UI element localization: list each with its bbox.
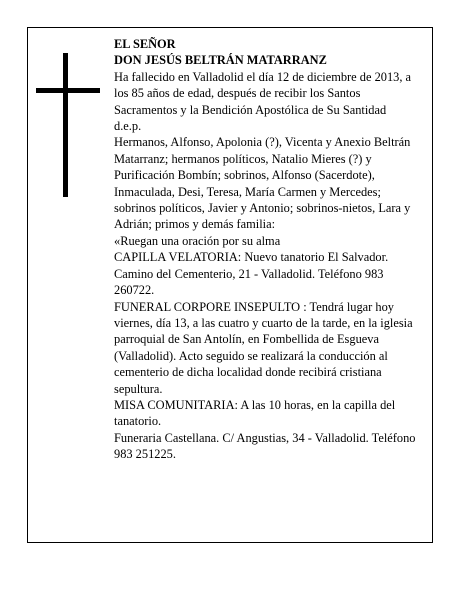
funeral-information: FUNERAL CORPORE INSEPULTO : Tendrá lugar hoy viernes, día 13, a las cuatro y cuarto de la tarde, en la iglesia parroquial de San Antolín, en Fombellida de Esgueva (Valladolid). Acto seguido se realizará la conducción al cementerio de dicha localidad donde recibirá cristiana sepultura. (114, 299, 413, 396)
mass-information: MISA COMUNITARIA: A las 10 horas, en la capilla del tanatorio. (114, 397, 396, 429)
death-announcement: Ha fallecido en Valladolid el día 12 de diciembre de 2013, a los 85 años de edad, después de recibir los Santos Sacramentos y la Bendición Apostólica de Su Santidad (114, 69, 412, 117)
notice-title-line-1: EL SEÑOR (114, 37, 176, 51)
notice-title-line-2: DON JESÚS BELTRÁN MATARRANZ (114, 53, 327, 68)
dep-abbreviation: d.e.p. (114, 119, 142, 134)
cross-icon (36, 53, 100, 197)
chapel-information: CAPILLA VELATORIA: Nuevo tanatorio El Salvador. Camino del Cementerio, 21 - Valladolid. Teléfono 983 260722. (114, 250, 389, 298)
prayer-request: «Ruegan una oración por su alma (114, 233, 281, 248)
cross-vertical-bar (63, 53, 68, 197)
funeral-home-information: Funeraria Castellana. C/ Angustias, 34 - Valladolid. Teléfono 983 251225. (114, 430, 416, 462)
cross-horizontal-bar (36, 88, 100, 93)
family-list: Hermanos, Alfonso, Apolonia (?), Vicenta y Anexio Beltrán Matarranz; hermanos políticos, Natalio Mieres (?) y Purificación Bombín; sobrinos, Alfonso (Sacerdote), Inmaculada, Desi, Teresa, María Carmen y Mercedes; sobrinos políticos, Javier y Antonio; sobrinos-nietos, Lara y Adrián; primos y demás familia: (114, 135, 411, 232)
notice-content (114, 36, 420, 463)
